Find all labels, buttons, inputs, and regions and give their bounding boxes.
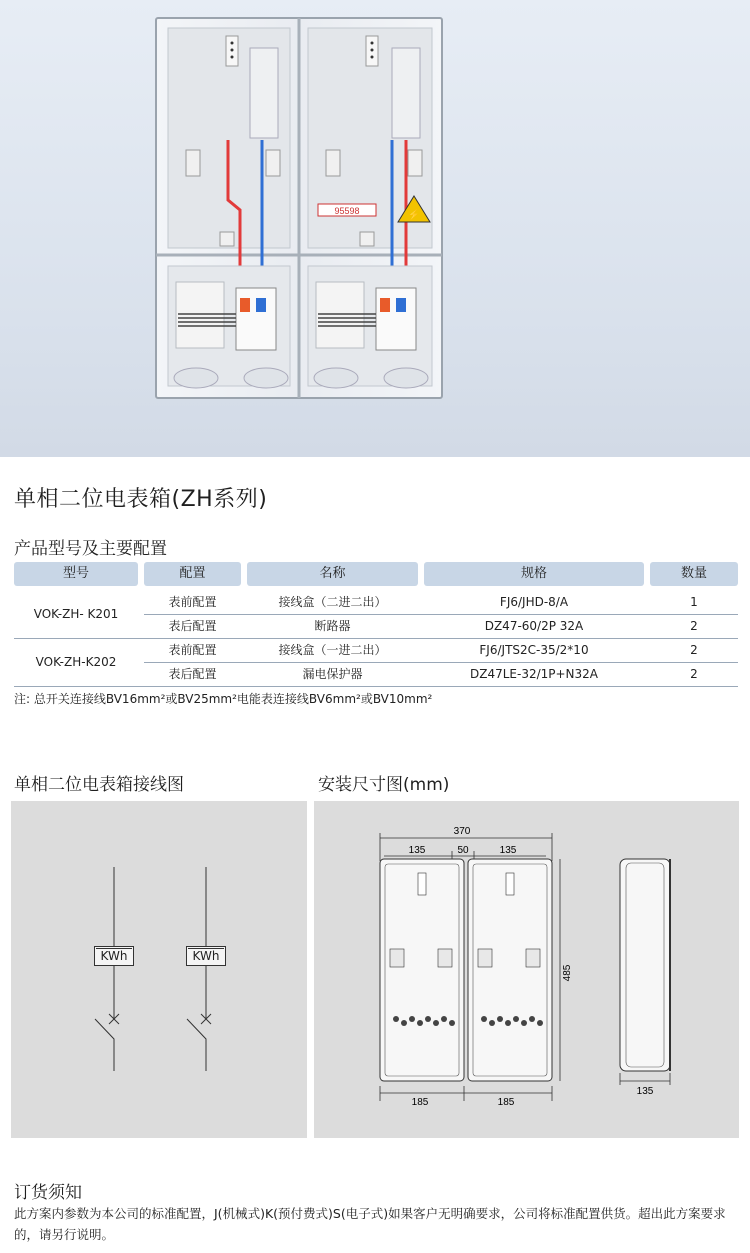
wiring-diagram [11, 801, 307, 1138]
cell-qty: 2 [690, 643, 698, 657]
header-name: 名称 [247, 562, 418, 586]
photo-sticker-text: 95598 [334, 206, 360, 216]
order-notice: 此方案内参数为本公司的标准配置，J(机械式)K(预付费式)S(电子式)如果客户无明确要求，公司将标准配置供货。超出此方案要求的，请另行说明。 [14, 1206, 726, 1242]
meter-label: KWh [100, 949, 128, 963]
row-divider [144, 662, 738, 663]
cell-config: 表后配置 [168, 667, 217, 681]
dim-left-width: 135 [408, 845, 426, 856]
cell-name: 接线盒（一进二出） [278, 643, 387, 657]
cell-name: 断路器 [314, 619, 351, 633]
svg-text:⚡: ⚡ [407, 210, 421, 221]
install-diagram [314, 801, 739, 1138]
cell-config: 表前配置 [168, 643, 217, 657]
dim-total-width: 370 [453, 826, 471, 837]
dim-gap: 50 [457, 845, 469, 856]
dim-bottom-left: 185 [411, 1097, 429, 1108]
cell-spec: FJ6/JHD-8/A [499, 595, 569, 609]
cell-spec: FJ6/JTS2C-35/2*10 [479, 643, 589, 657]
row-divider [14, 686, 738, 687]
dim-height: 485 [562, 964, 573, 982]
page-title: 单相二位电表箱(ZH系列) [14, 487, 268, 512]
cell-config: 表后配置 [168, 619, 217, 633]
cell-name: 漏电保护器 [302, 667, 363, 681]
header-config: 配置 [144, 562, 241, 586]
spec-section-title: 产品型号及主要配置 [14, 539, 167, 559]
table-body [14, 590, 738, 686]
cell-spec: DZ47-60/2P 32A [484, 619, 584, 633]
cell-model: VOK-ZH- K201 [33, 607, 119, 621]
install-title: 安装尺寸图(mm) [318, 775, 450, 795]
cell-name: 接线盒（二进二出） [278, 595, 387, 609]
cell-qty: 2 [690, 619, 698, 633]
spec-table [14, 562, 738, 686]
header-model: 型号 [14, 562, 138, 586]
meter-box-illustration [0, 0, 750, 457]
product-photo [0, 0, 750, 457]
header-spec: 规格 [424, 562, 644, 586]
cell-model: VOK-ZH-K202 [35, 655, 117, 669]
order-title: 订货须知 [14, 1183, 82, 1203]
row-divider [144, 614, 738, 615]
dim-bottom-right: 185 [497, 1097, 515, 1108]
table-header [14, 562, 738, 586]
cell-qty: 2 [690, 667, 698, 681]
cell-spec: DZ47LE-32/1P+N32A [469, 667, 599, 681]
header-qty: 数量 [650, 562, 738, 586]
wire-note: 注: 总开关连接线BV16mm²或BV25mm²电能表连接线BV6mm²或BV10mm² [14, 692, 433, 706]
meter-label: KWh [192, 949, 220, 963]
meter-box-left [94, 946, 134, 966]
dim-depth: 135 [636, 1086, 654, 1097]
meter-box-right [186, 946, 226, 966]
row-divider [14, 638, 738, 639]
dim-right-width: 135 [499, 845, 517, 856]
cell-config: 表前配置 [168, 595, 217, 609]
wiring-title: 单相二位电表箱接线图 [14, 775, 184, 795]
cell-qty: 1 [690, 595, 698, 609]
